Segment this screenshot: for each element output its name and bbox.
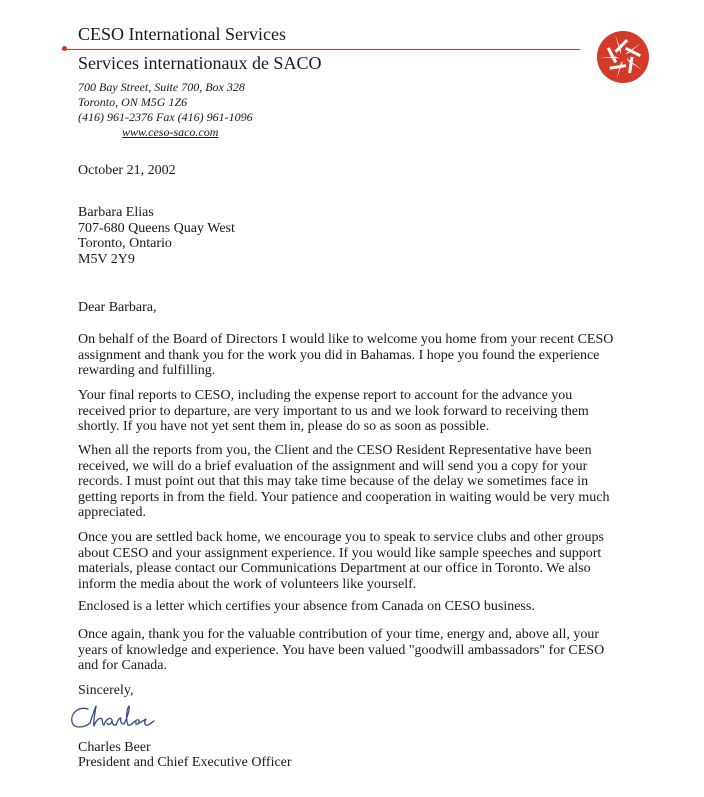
- address-phone-fax: (416) 961-2376 Fax (416) 961-1096: [78, 110, 253, 124]
- recipient-city: Toronto, Ontario: [78, 236, 172, 251]
- paragraph-line: received, we will do a brief evaluation of the assignment and will send you a copy for your: [78, 458, 588, 474]
- letterhead-rule: [62, 49, 580, 50]
- paragraph-line: Your final reports to CESO, including the expense report to account for the advance you: [78, 388, 573, 403]
- paragraph-line: received prior to departure, are very important to us and we look forward to receiving them: [78, 403, 589, 419]
- paragraph-line: On behalf of the Board of Directors I would like to welcome you home from your recent CESO: [78, 332, 614, 347]
- paragraph-line: materials, please contact our Communications Department at our office in Toronto. We also: [78, 561, 591, 576]
- paragraph-line: appreciated.: [78, 505, 147, 520]
- body-paragraph-reports: [78, 388, 638, 435]
- body-paragraph-evaluation: [78, 443, 638, 521]
- recipient-street: 707-680 Queens Quay West: [78, 220, 235, 236]
- ceso-pinwheel-logo-icon: [596, 30, 650, 84]
- paragraph-line: years of knowledge and experience. You have been valued "goodwill ambassadors" for CESO: [78, 642, 605, 658]
- org-name-french: Services internationaux de SACO: [78, 53, 322, 73]
- body-paragraph-outreach: [78, 530, 638, 592]
- paragraph-line: about CESO and your assignment experience. If you would like sample speeches and support: [78, 545, 602, 561]
- address-street: 700 Bay Street, Suite 700, Box 328: [78, 80, 245, 94]
- closing: Sincerely,: [78, 683, 134, 698]
- paragraph-line: shortly. If you have not yet sent them in, please do so as soon as possible.: [78, 419, 490, 434]
- body-paragraph-thanks: [78, 627, 638, 674]
- signer-title: President and Chief Executive Officer: [78, 755, 292, 770]
- paragraph-line: records. I must point out that this may take time because of the delay we sometimes face in: [78, 474, 589, 489]
- body-paragraph-welcome: [78, 332, 638, 379]
- paragraph-line: Once again, thank you for the valuable contribution of your time, energy and, above all, your: [78, 627, 600, 642]
- org-name-english: CESO International Services: [78, 24, 286, 44]
- body-paragraph-enclosure: [78, 599, 638, 615]
- letter-date: October 21, 2002: [78, 163, 176, 178]
- paragraph-line: getting reports in from the field. Your patience and cooperation in waiting would be very much: [78, 489, 610, 505]
- paragraph-line: Once you are settled back home, we encourage you to speak to service clubs and other groups: [78, 530, 604, 545]
- signer-name: Charles Beer: [78, 740, 151, 755]
- paragraph-line: Enclosed is a letter which certifies your absence from Canada on CESO business.: [78, 599, 535, 614]
- address-city: Toronto, ON M5G 1Z6: [78, 95, 188, 109]
- website-link[interactable]: www.ceso-saco.com: [122, 125, 219, 139]
- recipient-name: Barbara Elias: [78, 205, 154, 220]
- salutation: Dear Barbara,: [78, 300, 157, 315]
- recipient-address: [78, 205, 235, 267]
- paragraph-line: When all the reports from you, the Client and the CESO Resident Representative have been: [78, 443, 592, 458]
- recipient-postal-code: M5V 2Y9: [78, 251, 135, 267]
- paragraph-line: assignment and thank you for the work you did in Bahamas. I hope you found the experience: [78, 347, 600, 363]
- handwritten-signature: [66, 700, 166, 734]
- paragraph-line: inform the media about the work of volunteers like yourself.: [78, 576, 417, 592]
- paragraph-line: and for Canada.: [78, 658, 168, 673]
- paragraph-line: rewarding and fulfilling.: [78, 363, 216, 378]
